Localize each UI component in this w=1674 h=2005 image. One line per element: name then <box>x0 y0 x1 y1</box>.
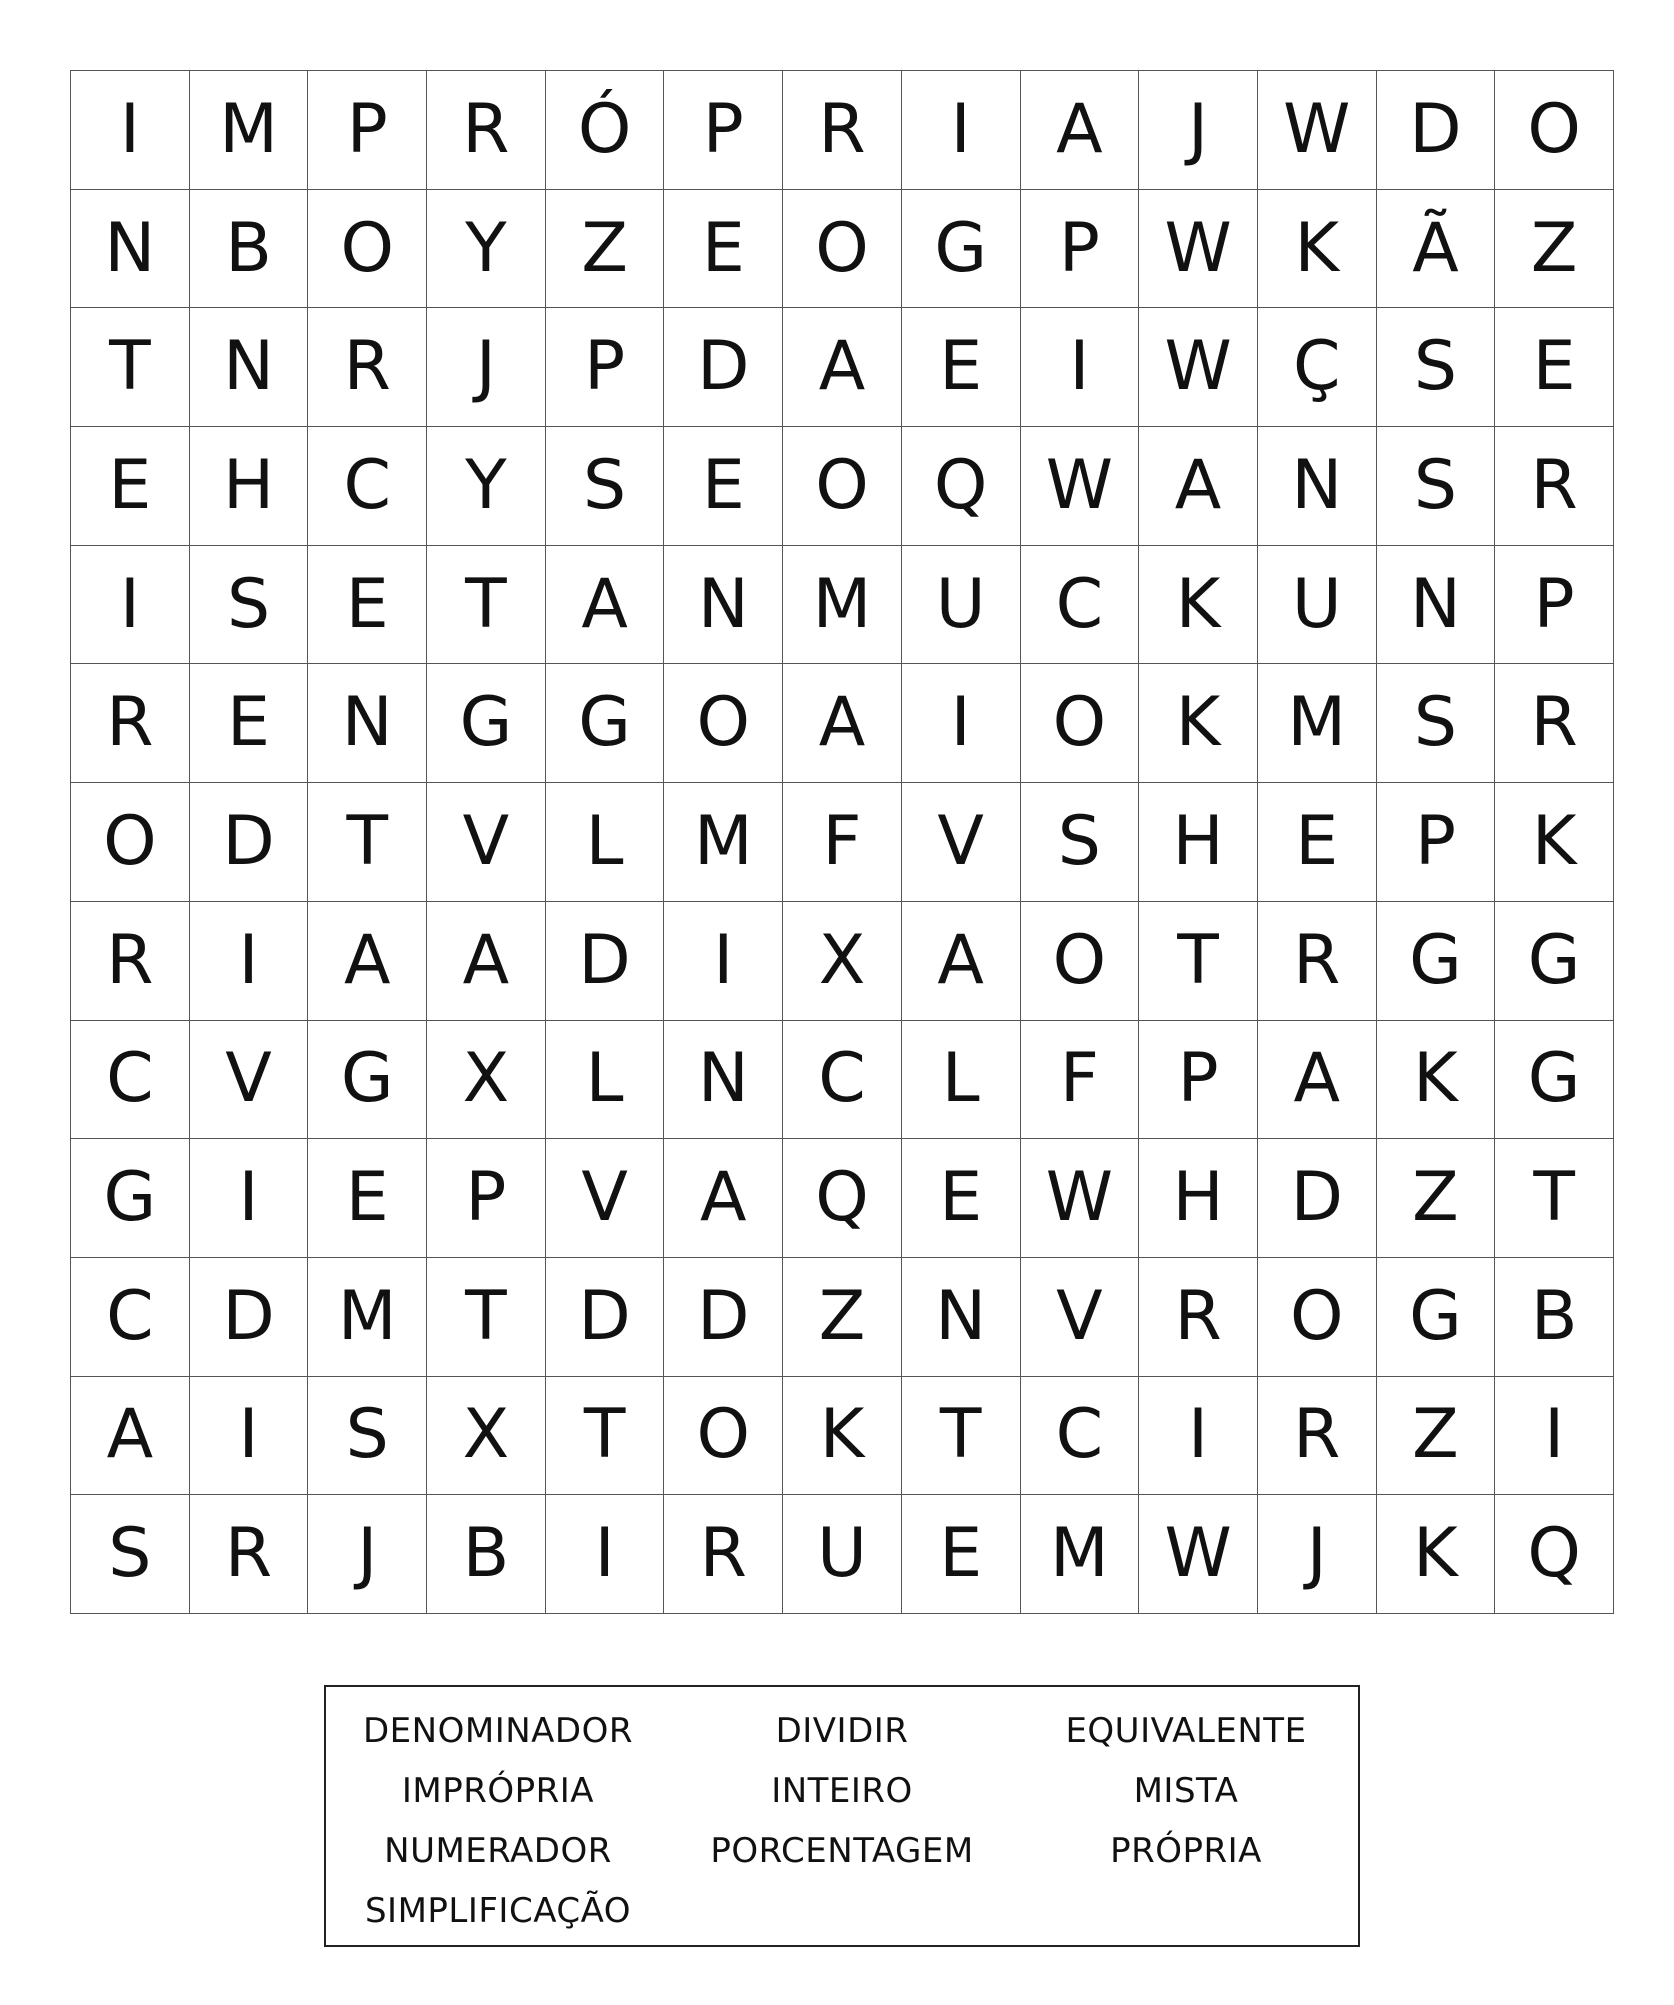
word-list-item: DENOMINADOR <box>363 1711 633 1751</box>
grid-cell: O <box>783 190 902 309</box>
grid-cell: X <box>427 1021 546 1140</box>
grid-cell: D <box>190 783 309 902</box>
grid-cell: W <box>1021 1139 1140 1258</box>
grid-cell: I <box>664 902 783 1021</box>
grid-cell: C <box>308 427 427 546</box>
grid-cell: O <box>783 427 902 546</box>
grid-cell: J <box>1258 1495 1377 1614</box>
grid-cell: T <box>1495 1139 1614 1258</box>
grid-cell: P <box>1377 783 1496 902</box>
grid-cell: K <box>1139 664 1258 783</box>
grid-cell: N <box>190 308 309 427</box>
grid-cell: I <box>71 546 190 665</box>
grid-cell: E <box>71 427 190 546</box>
grid-cell: B <box>427 1495 546 1614</box>
grid-cell: H <box>1139 1139 1258 1258</box>
grid-cell: A <box>546 546 665 665</box>
grid-cell: I <box>190 902 309 1021</box>
grid-cell: D <box>1377 71 1496 190</box>
grid-cell: R <box>1258 902 1377 1021</box>
grid-cell: I <box>71 71 190 190</box>
grid-cell: K <box>1377 1021 1496 1140</box>
word-list-item: IMPRÓPRIA <box>401 1771 595 1811</box>
grid-cell: N <box>71 190 190 309</box>
grid-cell: P <box>1139 1021 1258 1140</box>
grid-cell: Ã <box>1377 190 1496 309</box>
grid-cell: V <box>546 1139 665 1258</box>
grid-cell: P <box>664 71 783 190</box>
grid-cell: V <box>427 783 546 902</box>
grid-cell: D <box>664 308 783 427</box>
grid-cell: Q <box>783 1139 902 1258</box>
grid-cell: E <box>190 664 309 783</box>
grid-cell: B <box>190 190 309 309</box>
grid-cell: P <box>427 1139 546 1258</box>
word-list-item: NUMERADOR <box>384 1831 612 1871</box>
grid-cell: R <box>1258 1377 1377 1496</box>
grid-cell: D <box>546 1258 665 1377</box>
grid-cell: O <box>664 664 783 783</box>
grid-cell: R <box>71 664 190 783</box>
grid-cell: U <box>783 1495 902 1614</box>
grid-cell: Ó <box>546 71 665 190</box>
grid-cell: D <box>190 1258 309 1377</box>
word-list-item: INTEIRO <box>771 1771 913 1811</box>
grid-cell: T <box>902 1377 1021 1496</box>
grid-cell: Y <box>427 190 546 309</box>
grid-cell: A <box>1258 1021 1377 1140</box>
grid-cell: E <box>664 190 783 309</box>
grid-cell: W <box>1139 308 1258 427</box>
grid-cell: G <box>546 664 665 783</box>
grid-cell: T <box>71 308 190 427</box>
grid-cell: H <box>190 427 309 546</box>
grid-cell: Z <box>546 190 665 309</box>
word-list-item: PRÓPRIA <box>1110 1831 1262 1871</box>
grid-cell: E <box>1495 308 1614 427</box>
grid-cell: J <box>427 308 546 427</box>
grid-cell: C <box>71 1021 190 1140</box>
grid-cell: W <box>1139 1495 1258 1614</box>
grid-cell: E <box>902 308 1021 427</box>
grid-cell: K <box>1495 783 1614 902</box>
grid-cell: W <box>1139 190 1258 309</box>
grid-cell: C <box>1021 1377 1140 1496</box>
grid-cell: L <box>546 783 665 902</box>
grid-cell: Ç <box>1258 308 1377 427</box>
grid-cell: O <box>71 783 190 902</box>
grid-cell: X <box>783 902 902 1021</box>
grid-cell: S <box>71 1495 190 1614</box>
grid-cell: A <box>783 664 902 783</box>
grid-cell: C <box>1021 546 1140 665</box>
grid-cell: G <box>1495 1021 1614 1140</box>
grid-cell: O <box>1258 1258 1377 1377</box>
grid-cell: X <box>427 1377 546 1496</box>
grid-cell: N <box>664 1021 783 1140</box>
grid-cell: S <box>1021 783 1140 902</box>
grid-cell: T <box>546 1377 665 1496</box>
grid-cell: D <box>664 1258 783 1377</box>
grid-cell: K <box>1258 190 1377 309</box>
grid-cell: S <box>190 546 309 665</box>
grid-cell: R <box>1495 427 1614 546</box>
word-list-item: MISTA <box>1133 1771 1239 1811</box>
grid-cell: R <box>71 902 190 1021</box>
grid-cell: T <box>427 1258 546 1377</box>
grid-cell: E <box>1258 783 1377 902</box>
grid-cell: G <box>1377 1258 1496 1377</box>
grid-cell: Z <box>783 1258 902 1377</box>
grid-cell: K <box>783 1377 902 1496</box>
grid-cell: O <box>1021 902 1140 1021</box>
grid-cell: K <box>1139 546 1258 665</box>
grid-cell: I <box>546 1495 665 1614</box>
grid-cell: B <box>1495 1258 1614 1377</box>
grid-cell: V <box>902 783 1021 902</box>
grid-cell: E <box>902 1495 1021 1614</box>
grid-cell: P <box>546 308 665 427</box>
grid-cell: H <box>1139 783 1258 902</box>
grid-cell: E <box>902 1139 1021 1258</box>
letter-grid <box>70 70 1614 1614</box>
grid-cell: A <box>664 1139 783 1258</box>
grid-cell: N <box>664 546 783 665</box>
grid-cell: V <box>190 1021 309 1140</box>
grid-cell: M <box>664 783 783 902</box>
grid-cell: I <box>1139 1377 1258 1496</box>
grid-cell: F <box>1021 1021 1140 1140</box>
grid-cell: M <box>1021 1495 1140 1614</box>
grid-cell: U <box>1258 546 1377 665</box>
grid-cell: T <box>1139 902 1258 1021</box>
grid-cell: I <box>1021 308 1140 427</box>
grid-cell: R <box>1139 1258 1258 1377</box>
grid-cell: S <box>308 1377 427 1496</box>
grid-cell: T <box>427 546 546 665</box>
grid-cell: P <box>1495 546 1614 665</box>
grid-cell: R <box>1495 664 1614 783</box>
grid-cell: I <box>902 664 1021 783</box>
grid-cell: O <box>1021 664 1140 783</box>
grid-cell: Y <box>427 427 546 546</box>
grid-cell: S <box>1377 427 1496 546</box>
grid-cell: M <box>783 546 902 665</box>
grid-cell: Q <box>902 427 1021 546</box>
grid-cell: A <box>71 1377 190 1496</box>
grid-cell: A <box>783 308 902 427</box>
grid-cell: E <box>308 1139 427 1258</box>
grid-cell: K <box>1377 1495 1496 1614</box>
grid-cell: U <box>902 546 1021 665</box>
grid-cell: R <box>308 308 427 427</box>
grid-cell: O <box>664 1377 783 1496</box>
grid-cell: J <box>1139 71 1258 190</box>
grid-cell: F <box>783 783 902 902</box>
grid-cell: R <box>664 1495 783 1614</box>
grid-cell: E <box>664 427 783 546</box>
grid-cell: O <box>308 190 427 309</box>
grid-cell: I <box>190 1377 309 1496</box>
grid-cell: A <box>902 902 1021 1021</box>
grid-cell: R <box>783 71 902 190</box>
grid-cell: G <box>902 190 1021 309</box>
grid-cell: L <box>902 1021 1021 1140</box>
grid-cell: G <box>71 1139 190 1258</box>
grid-cell: A <box>308 902 427 1021</box>
grid-cell: A <box>427 902 546 1021</box>
grid-cell: E <box>308 546 427 665</box>
grid-cell: I <box>902 71 1021 190</box>
grid-cell: G <box>427 664 546 783</box>
grid-cell: A <box>1021 71 1140 190</box>
grid-cell: O <box>1495 71 1614 190</box>
grid-cell: S <box>546 427 665 546</box>
grid-cell: G <box>308 1021 427 1140</box>
grid-cell: M <box>190 71 309 190</box>
grid-cell: Z <box>1377 1377 1496 1496</box>
grid-cell: G <box>1495 902 1614 1021</box>
grid-cell: C <box>783 1021 902 1140</box>
grid-cell: J <box>308 1495 427 1614</box>
grid-cell: C <box>71 1258 190 1377</box>
grid-cell: G <box>1377 902 1496 1021</box>
word-list-item: SIMPLIFICAÇÃO <box>364 1891 632 1931</box>
grid-cell: R <box>190 1495 309 1614</box>
grid-cell: N <box>1258 427 1377 546</box>
grid-cell: T <box>308 783 427 902</box>
grid-cell: D <box>546 902 665 1021</box>
grid-cell: W <box>1258 71 1377 190</box>
word-list-box <box>324 1685 1360 1947</box>
grid-cell: L <box>546 1021 665 1140</box>
grid-cell: A <box>1139 427 1258 546</box>
grid-cell: Z <box>1495 190 1614 309</box>
grid-cell: V <box>1021 1258 1140 1377</box>
word-list-item: DIVIDIR <box>775 1711 909 1751</box>
grid-cell: N <box>902 1258 1021 1377</box>
word-list-item: PORCENTAGEM <box>710 1831 974 1871</box>
grid-cell: D <box>1258 1139 1377 1258</box>
grid-cell: N <box>1377 546 1496 665</box>
grid-cell: S <box>1377 308 1496 427</box>
grid-cell: I <box>1495 1377 1614 1496</box>
grid-cell: R <box>427 71 546 190</box>
grid-cell: Q <box>1495 1495 1614 1614</box>
grid-cell: N <box>308 664 427 783</box>
grid-cell: P <box>1021 190 1140 309</box>
grid-cell: M <box>1258 664 1377 783</box>
grid-cell: W <box>1021 427 1140 546</box>
grid-cell: I <box>190 1139 309 1258</box>
grid-cell: Z <box>1377 1139 1496 1258</box>
grid-cell: M <box>308 1258 427 1377</box>
grid-cell: S <box>1377 664 1496 783</box>
word-list <box>326 1701 1358 1941</box>
word-list-item: EQUIVALENTE <box>1065 1711 1307 1751</box>
grid-cell: P <box>308 71 427 190</box>
